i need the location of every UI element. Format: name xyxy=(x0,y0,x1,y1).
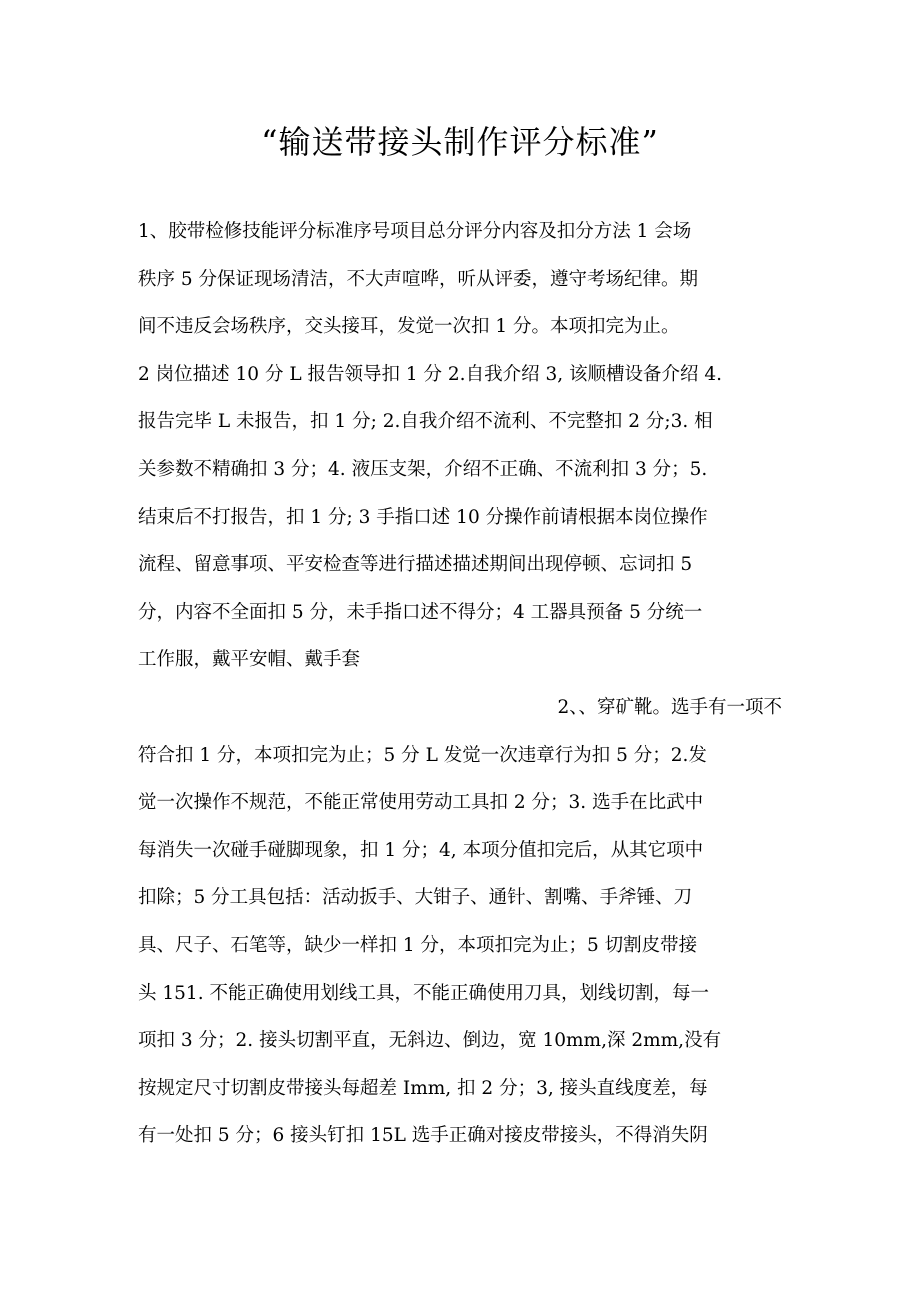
text-line: 扣除；5 分工具包括：活动扳手、大钳子、通针、割嘴、手斧锤、刀 xyxy=(138,887,693,909)
text-line: 工作服，戴平安帽、戴手套 xyxy=(138,649,361,671)
document-title: “输送带接头制作评分标准” xyxy=(261,123,659,161)
text-line: 符合扣 1 分，本项扣完为止；5 分 L 发觉一次违章行为扣 5 分；2.发 xyxy=(138,744,707,766)
text-line: 具、尺子、石笔等，缺少一样扣 1 分，本项扣完为止；5 切割皮带接 xyxy=(138,934,698,956)
text-line: 分，内容不全面扣 5 分，未手指口述不得分；4 工器具预备 5 分统一 xyxy=(138,601,703,623)
text-line: 流程、留意事项、平安检查等进行描述描述期间出现停顿、忘词扣 5 xyxy=(138,554,693,576)
text-line: 每消失一次碰手碰脚现象，扣 1 分；4, 本项分值扣完后，从其它项中 xyxy=(138,839,704,861)
text-line: 关参数不精确扣 3 分；4. 液压支架，介绍不正确、不流利扣 3 分；5. xyxy=(138,458,708,480)
text-line: 结束后不打报告，扣 1 分; 3 手指口述 10 分操作前请根据本岗位操作 xyxy=(138,506,708,528)
document-body xyxy=(138,208,798,1160)
text-line: 有一处扣 5 分；6 接头钉扣 15L 选手正确对接皮带接头，不得消失阴 xyxy=(138,1125,708,1147)
text-line: 报告完毕 L 未报告，扣 1 分; 2.自我介绍不流利、不完整扣 2 分;3. 相 xyxy=(138,411,713,433)
text-line-right-aligned: 2、、穿矿靴。选手有一项不 xyxy=(557,696,782,718)
text-line: 1、胶带检修技能评分标准序号项目总分评分内容及扣分方法 1 会场 xyxy=(138,221,692,242)
text-line: 项扣 3 分；2. 接头切割平直，无斜边、倒边，宽 10mm,深 2mm,没有 xyxy=(138,1030,722,1052)
text-line: 秩序 5 分保证现场清洁，不大声喧哗，听从评委，遵守考场纪律。期 xyxy=(138,268,699,290)
text-line: 按规定尺寸切割皮带接头每超差 Imm, 扣 2 分；3, 接头直线度差，每 xyxy=(138,1077,708,1099)
text-line: 2 岗位描述 10 分 L 报告领导扣 1 分 2.自我介绍 3, 该顺槽设备介绍 4. xyxy=(138,363,723,385)
text-line: 觉一次操作不规范，不能正常使用劳动工具扣 2 分；3. 选手在比武中 xyxy=(138,792,704,814)
text-line: 间不违反会场秩序，交头接耳，发觉一次扣 1 分。本项扣完为止。 xyxy=(138,316,680,338)
text-line: 头 151. 不能正确使用划线工具，不能正确使用刀具，划线切割，每一 xyxy=(138,982,709,1004)
